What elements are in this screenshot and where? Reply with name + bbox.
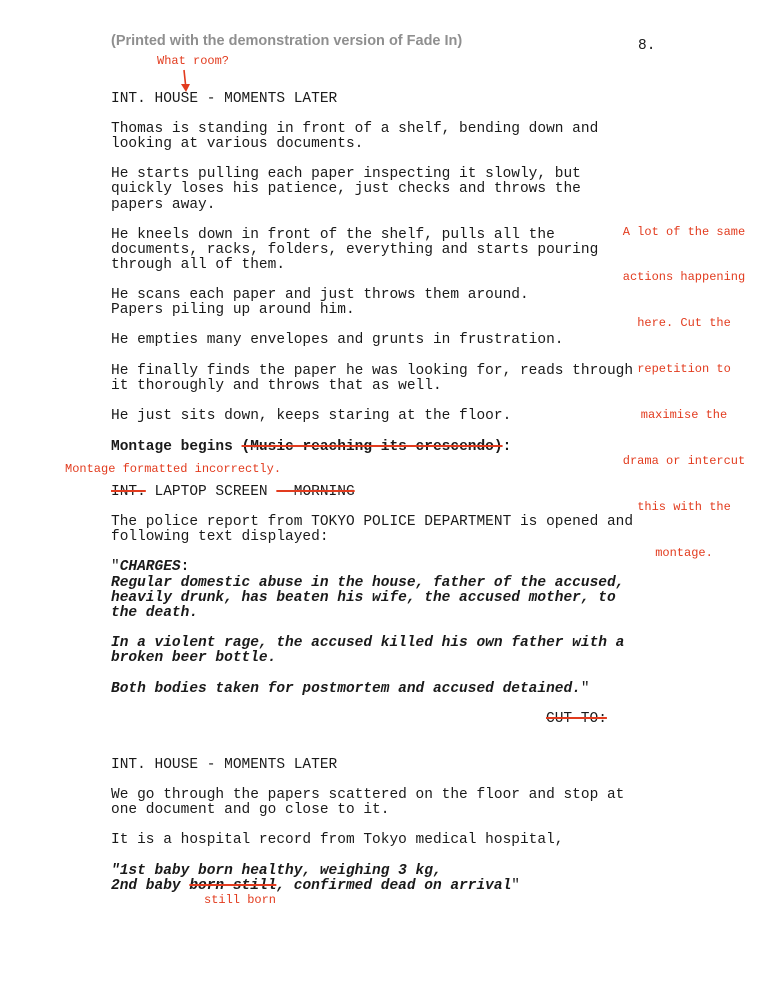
action-9: It is a hospital record from Tokyo medical hospital, [111,832,564,848]
police-report-line-1: The police report from TOKYO POLICE DEPARTMENT is opened and [111,514,634,530]
montage-format-note: Montage formatted incorrectly. [65,462,282,476]
laptop-struck-prefix: INT. [111,484,146,500]
action-6-line-1: He finally finds the paper he was looking for, reads through [111,363,634,379]
montage-prefix: Montage begins [111,439,242,455]
action-3-line-2: documents, racks, folders, everything and starts pouring [111,242,599,258]
action-2-line-1: He starts pulling each paper inspecting it slowly, but [111,166,581,182]
action-2-line-3: papers away. [111,197,216,213]
scene-heading-1: INT. HOUSE - MOMENTS LATER [111,91,338,107]
repetition-note-line: this with the [637,499,731,514]
record-line-1: "1st baby born healthy, weighing 3 kg, [111,863,442,879]
action-5: He empties many envelopes and grunts in frustration. [111,332,564,348]
charges-label: CHARGES [119,559,181,575]
record-line-2 [111,879,520,894]
charges-line-2: heavily drunk, has beaten his wife, the accused mother, to [111,590,616,606]
action-6-line-2: it thoroughly and throws that as well. [111,378,442,394]
repetition-note-line: montage. [655,545,713,560]
action-4-line-2: Papers piling up around him. [111,302,355,318]
montage-suffix: : [502,439,512,455]
repetition-note-line: here. Cut the [637,316,731,331]
violent-line-1: In a violent rage, the accused killed his own father with a [111,635,625,651]
record-struck-text: born still [189,878,277,894]
action-2-line-2: quickly loses his patience, just checks and throws the [111,181,581,197]
action-8-line-1: We go through the papers scattered on the floor and stop at [111,787,625,803]
montage-line [111,440,511,455]
action-1-line-2: looking at various documents. [111,136,364,152]
charges-colon: : [180,559,190,575]
charges-line-1: Regular domestic abuse in the house, father of the accused, [111,575,625,591]
charges-open-quote: " [111,559,120,575]
still-born-note: still born [204,893,277,907]
repetition-note-line: actions happening [622,270,746,285]
action-1-line-1: Thomas is standing in front of a shelf, bending down and [111,121,599,137]
page-number: 8. [638,38,656,54]
repetition-note-line: repetition to [637,362,731,377]
charges-line-3: the death. [111,605,199,621]
action-8-line-2: one document and go close to it. [111,802,390,818]
laptop-middle: LAPTOP SCREEN [145,484,277,500]
record-close-quote: " [511,878,520,894]
repetition-note [618,194,750,592]
record-prefix: 2nd baby [111,878,190,894]
repetition-note-line: maximise the [640,408,728,423]
what-room-note: What room? [157,54,230,68]
repetition-note-line: drama or intercut [622,454,746,469]
action-3-line-1: He kneels down in front of the shelf, pulls all the [111,227,555,243]
bodies-line [111,682,590,697]
scene-heading-2: INT. HOUSE - MOMENTS LATER [111,757,338,773]
bodies-close-quote: " [580,681,590,697]
bodies-text: Both bodies taken for postmortem and accused detained. [111,681,581,697]
violent-line-2: broken beer bottle. [111,650,277,666]
down-arrow-icon [178,69,194,93]
charges-heading [111,560,189,575]
transition-cut-to: CUT TO: [546,711,607,727]
action-3-line-3: through all of them. [111,257,286,273]
montage-struck-text: (Music reaching its crescendo) [241,439,503,455]
record-suffix: , confirmed dead on arrival [276,878,512,894]
repetition-note-line: A lot of the same [622,224,746,239]
police-report-line-2: following text displayed: [111,529,329,545]
action-7: He just sits down, keeps staring at the floor. [111,408,512,424]
action-4-line-1: He scans each paper and just throws them around. [111,287,529,303]
laptop-struck-suffix: - MORNING [276,484,355,500]
printed-notice: (Printed with the demonstration version of Fade In) [111,33,463,49]
laptop-heading [111,485,355,500]
